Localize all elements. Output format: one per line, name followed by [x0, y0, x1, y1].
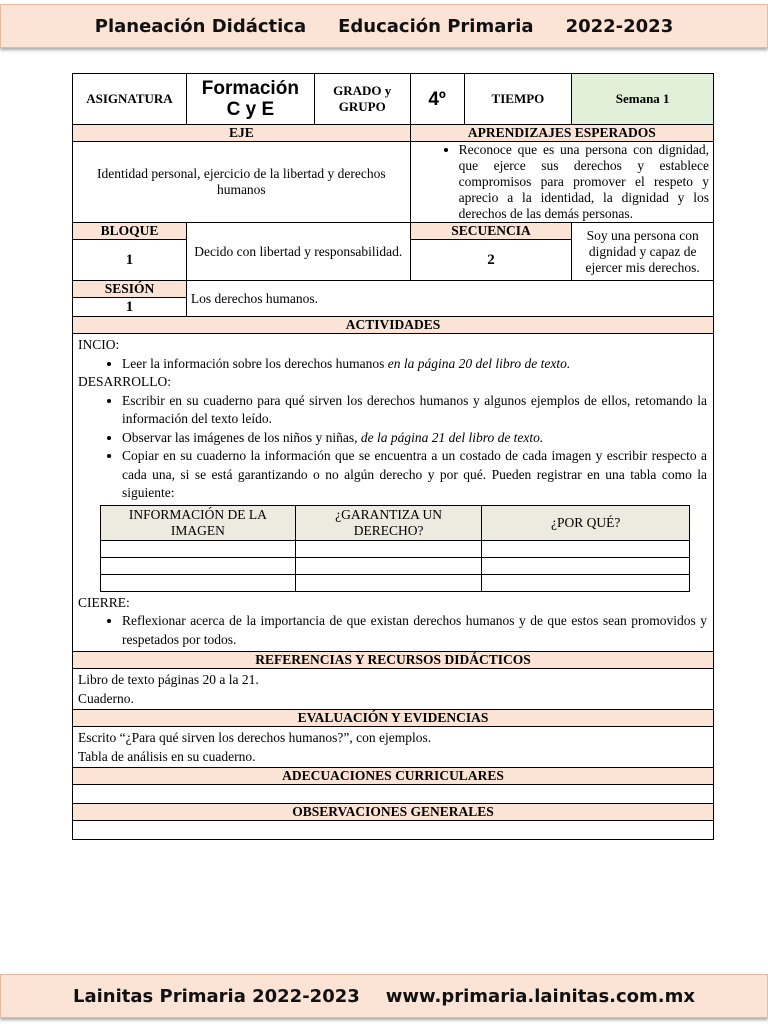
desarrollo-item-2-italic: de la página 21 del libro de texto. [360, 429, 544, 445]
header-level: Educación Primaria [338, 15, 534, 37]
asignatura-value-line2: C y E [226, 99, 275, 120]
secuencia-label: SECUENCIA [410, 223, 572, 240]
table-row [101, 574, 690, 591]
actividades-body [73, 334, 714, 652]
inicio-label: INCIO: [78, 337, 120, 352]
sesion-desc: Los derechos humanos. [186, 281, 713, 317]
analysis-header-garantiza: ¿GARANTIZA UN DERECHO? [295, 505, 482, 540]
asignatura-value-line1: Formación [201, 78, 299, 99]
inicio-item-text: Leer la información sobre los derechos humanos [122, 355, 388, 371]
plan-table [72, 73, 714, 840]
cierre-item: • Reflexionar acerca de la importancia de que existan derechos humanos y de que estos sean promovidos y respetados por todos. [122, 612, 707, 649]
table-row [101, 540, 690, 557]
secuencia-desc: Soy una persona con dignidad y capaz de ejercer mis derechos. [572, 223, 714, 281]
header-year: 2022-2023 [565, 15, 674, 37]
inicio-item-italic: en la página 20 del libro de texto. [387, 355, 571, 371]
table-row [101, 557, 690, 574]
evaluacion-line-2: Tabla de análisis en su cuaderno. [78, 749, 256, 764]
evaluacion-line-1: Escrito “¿Para qué sirven los derechos humanos?”, con ejemplos. [78, 730, 432, 745]
footer-brand: Lainitas Primaria 2022-2023 [73, 985, 360, 1007]
adecuaciones-header: ADECUACIONES CURRICULARES [73, 768, 714, 785]
tiempo-value: Semana 1 [572, 74, 714, 125]
asignatura-value [186, 74, 314, 125]
desarrollo-item-2-text: Observar las imágenes de los niños y niñas, [122, 429, 361, 445]
eje-value: Identidad personal, ejercicio de la libertad y derechos humanos [73, 142, 411, 223]
grado-label: GRADO y GRUPO [314, 74, 410, 125]
referencias-line-2: Cuaderno. [78, 691, 134, 706]
evaluacion-header: EVALUACIÓN Y EVIDENCIAS [73, 710, 714, 727]
inicio-item [122, 355, 707, 374]
actividades-header: ACTIVIDADES [73, 317, 714, 334]
sesion-value: 1 [73, 298, 187, 317]
observaciones-body [73, 821, 714, 840]
cierre-label: CIERRE: [78, 594, 130, 610]
eje-header: EJE [73, 125, 411, 142]
desarrollo-label: DESARROLLO: [78, 374, 172, 389]
referencias-header: REFERENCIAS Y RECURSOS DIDÁCTICOS [73, 652, 714, 669]
desarrollo-item-1: • Escribir en su cuaderno para qué sirven los derechos humanos y algunos ejemplos de ellos, retomando la información del texto leído. [122, 392, 707, 429]
analysis-header-porque: ¿POR QUÉ? [482, 505, 690, 540]
secuencia-value: 2 [410, 240, 572, 281]
footer-url: www.primaria.lainitas.com.mx [385, 985, 695, 1007]
aprendizaje-value: • Reconoce que es una persona con dignidad, que ejerce sus derechos y establece compromisos para promover el respeto y aprecio a la identidad, la dignidad y los derechos de las demás personas. [459, 142, 709, 222]
referencias-line-1: Libro de texto páginas 20 a la 21. [78, 672, 259, 687]
aprendizajes-header: APRENDIZAJES ESPERADOS [410, 125, 713, 142]
header-title: Planeación Didáctica [94, 15, 307, 37]
tiempo-label: TIEMPO [464, 74, 572, 125]
analysis-table [100, 505, 690, 592]
header-banner [0, 4, 768, 48]
adecuaciones-body [73, 785, 714, 804]
analysis-header-info: INFORMACIÓN DE LA IMAGEN [101, 505, 296, 540]
grado-value: 4º [410, 74, 464, 125]
bloque-label: BLOQUE [73, 223, 187, 240]
desarrollo-item-2 [122, 429, 707, 448]
observaciones-header: OBSERVACIONES GENERALES [73, 804, 714, 821]
footer-banner [0, 974, 768, 1018]
desarrollo-item-3: • Copiar en su cuaderno la información que se encuentra a un costado de cada imagen y escribir respecto a cada una, si se está garantizando o no algún derecho y por qué. Pueden registrar en una tabla como la siguiente: [122, 447, 707, 503]
asignatura-label: ASIGNATURA [73, 74, 187, 125]
bloque-value: 1 [73, 240, 187, 281]
bloque-desc: Decido con libertad y responsabilidad. [186, 223, 410, 281]
lesson-plan [72, 73, 714, 840]
sesion-label: SESIÓN [73, 281, 187, 298]
